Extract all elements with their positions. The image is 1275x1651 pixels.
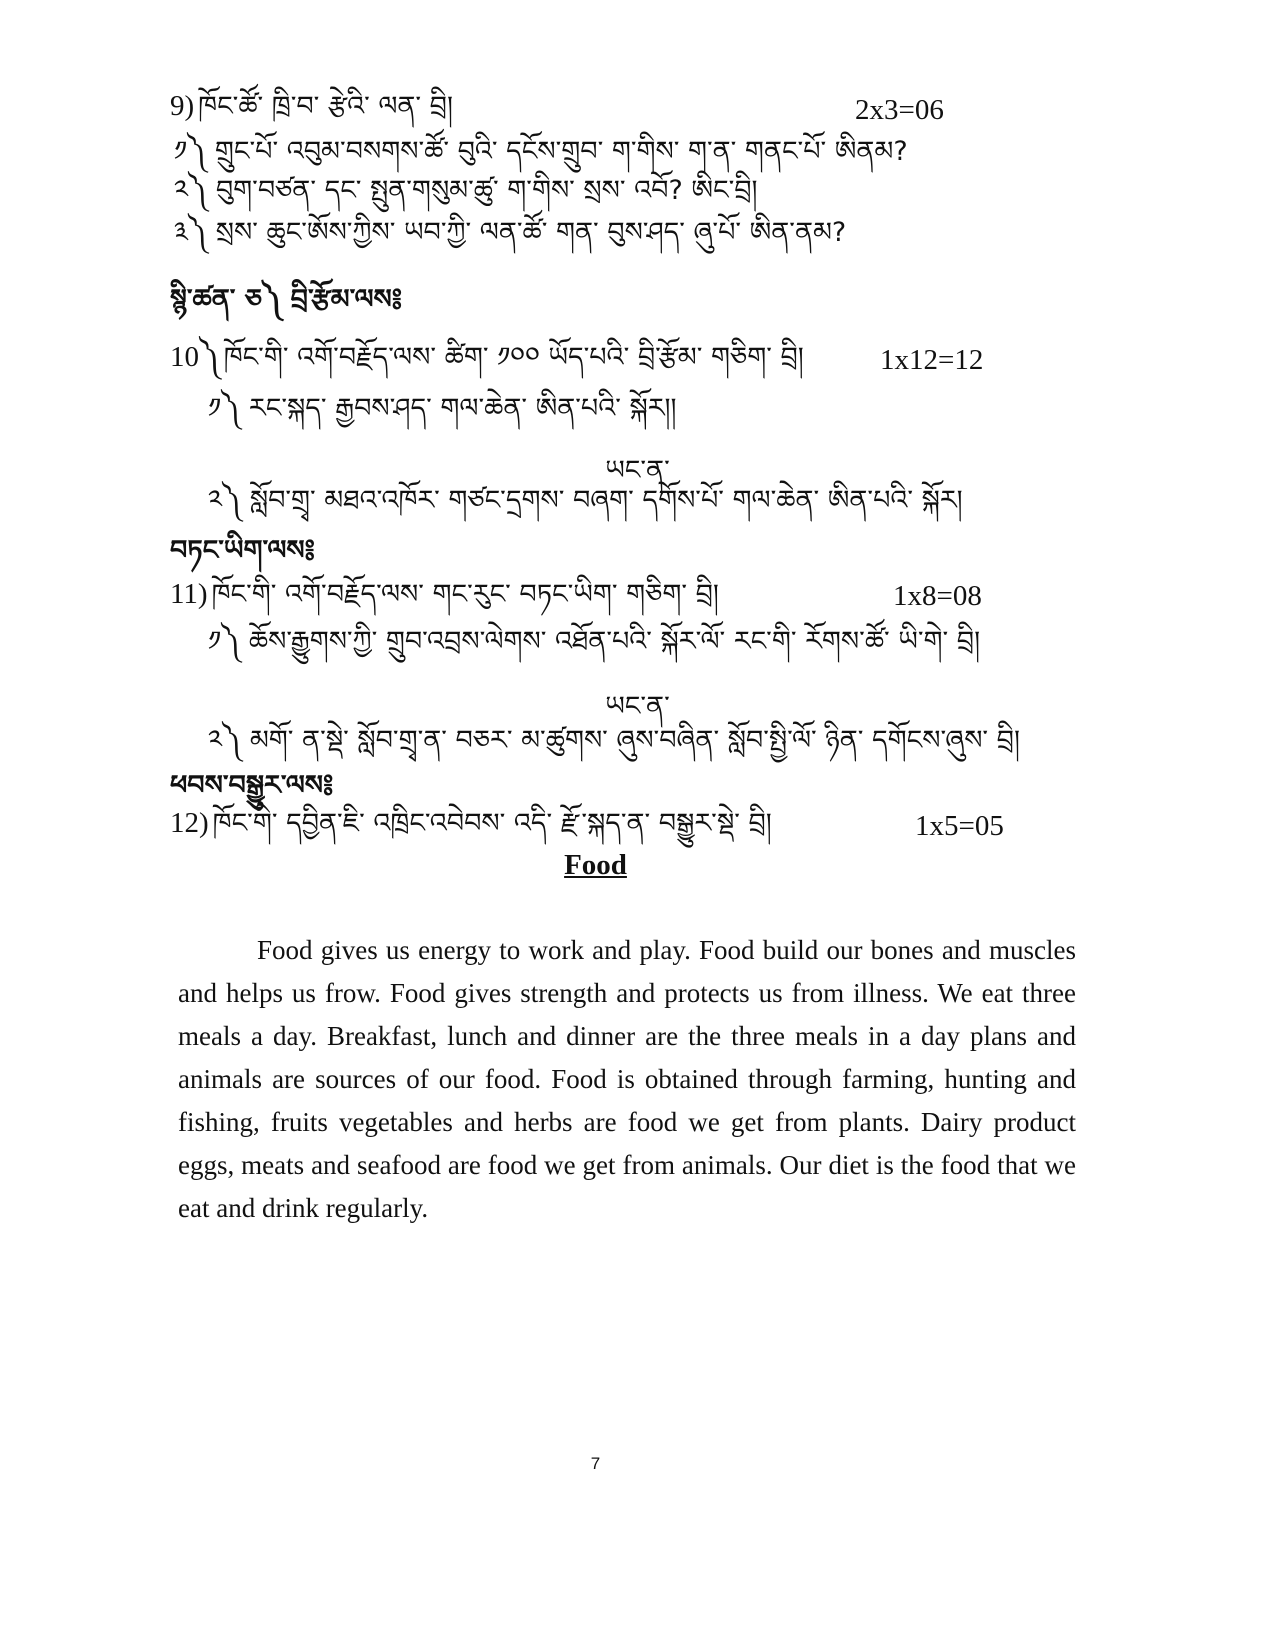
section-essay-heading: སྙི་ཚན་ ཅ༽ བྲི་རྩོམ་ལས༔ (170, 284, 403, 315)
q9-sub-1 (174, 138, 908, 165)
q11-number: 11) (170, 578, 208, 610)
q10-text: ཁོང་གི་ འགོ་བརྗོད་ལས་ ཚིག་ ༡༠༠ ཡོད་པའི་ བྲི་རྩོམ་ གཅིག་ བྲི། (223, 342, 804, 373)
q9-marks: 2x3=06 (855, 94, 944, 126)
q9-sub-1-num: ༡༽ (174, 136, 207, 167)
q11-text: ཁོང་གི་ འགོ་བརྗོད་ལས་ གང་རུང་ བཏང་ཡིག་ གཅིག་ བྲི། (211, 579, 719, 610)
q12-marks: 1x5=05 (915, 810, 1004, 842)
q12-number: 12) (170, 807, 209, 839)
q10-option-2 (208, 487, 963, 514)
q9-sub-2 (174, 177, 758, 204)
q10-option-1-text: རང་སྐད་ རྒྱབས་ཤད་ གལ་ཆེན་ ཨིན་པའི་ སྐོར།། (248, 393, 677, 424)
q10-or-label: ཡང་ན་ (605, 455, 670, 486)
q9-sub-1-text: གྲུང་པོ་ འབུམ་བསགས་ཚོ་ བུའི་ དངོས་གྲུབ་ ག་གིས་ ག་ན་ གནང་པོ་ ཨིནམ? (214, 136, 908, 167)
page-number: 7 (590, 1454, 601, 1473)
q9-sub-2-text: བུག་བཙན་ དང་ སྤུན་གསུམ་ཚུ་ ག་གིས་ སྲས་ འབོ? ཨིང་བྲི། (215, 175, 758, 206)
q10-option-2-num: ༢༽ (208, 485, 242, 516)
q9-number: 9) (170, 90, 195, 122)
q12-line (170, 809, 772, 838)
q11-option-2 (208, 727, 1020, 754)
essay-body: Food gives us energy to work and play. Food build our bones and muscles and helps us frow. Food gives strength and protects us from illness. We eat three meals a day. Breakfast, lunch and dinner are the three meals in a day plans and animals are sources of our food. Food is obtained through farming, hunting and fishing, fruits vegetables and herbs are food we get from plants. Dairy product eggs, meats and seafood are food we get from animals. Our diet is the food that we eat and drink regularly. (178, 935, 1076, 1223)
q11-option-1-num: ༡༽ (208, 626, 241, 657)
section-translation-heading: ཕབས་བསྒྱུར་ལས༔ (170, 770, 334, 801)
q11-line (170, 580, 719, 609)
q10-option-1 (208, 395, 677, 422)
q9-sub-2-num: ༢༽ (174, 175, 208, 206)
q12-text: ཁོང་གི་ དབྱིན་ཇི་ འཁྲིང་འབེབས་ འདི་ རྫོ་སྐད་ན་ བསྒྱུར་སྡེ་ བྲི། (212, 808, 772, 839)
section-letter-heading: བཏང་ཡིག་ལས༔ (170, 535, 315, 566)
q11-option-2-num: ༢༽ (208, 725, 242, 756)
q11-or-label: ཡང་ན་ (605, 691, 670, 722)
q10-number: 10༽ (170, 341, 220, 373)
q11-option-2-text: མགོ་ ན་སྡེ་ སློབ་གྲྭ་ན་ བཅར་ མ་ཚུགས་ ཞུས་བཞིན་ སློབ་སྤྱི་ལོ་ ཉིན་ དགོངས་ཞུས་ བྲི། (249, 725, 1020, 756)
q11-option-1-text: ཆོས་རྒྱུགས་ཀྱི་ གྲུབ་འབྲས་ལེགས་ འཐོན་པའི་ སྐོར་ལོ་ རང་གི་ རོགས་ཚོ་ ཡི་གེ་ བྲི། (248, 626, 981, 657)
q9-sub-3-num: ༣༽ (174, 217, 208, 248)
q9-sub-3-text: སྲས་ ཆུང་ཨོས་ཀྱིས་ ཡབ་ཀྱི་ ལན་ཚོ་ གན་ བུས་ཤད་ ཞུ་པོ་ ཨིན་ནམ? (215, 217, 847, 248)
q11-marks: 1x8=08 (893, 580, 982, 612)
q11-option-1 (208, 628, 980, 655)
q9-line (170, 92, 453, 121)
q10-option-1-num: ༡༽ (208, 393, 241, 424)
q10-line (170, 343, 804, 372)
q10-option-2-text: སློབ་གྲྭ་ མཐའ་འཁོར་ གཙང་དྲགས་ བཞག་ དགོས་པོ་ གལ་ཆེན་ ཨིན་པའི་ སྐོར། (249, 485, 963, 516)
q9-text: ཁོང་ཚོ་ ཁྲི་བ་ རྩེའི་ ལན་ བྲི། (198, 91, 453, 122)
q9-sub-3 (174, 219, 846, 246)
essay-title: Food (564, 849, 627, 881)
q10-marks: 1x12=12 (880, 344, 984, 376)
